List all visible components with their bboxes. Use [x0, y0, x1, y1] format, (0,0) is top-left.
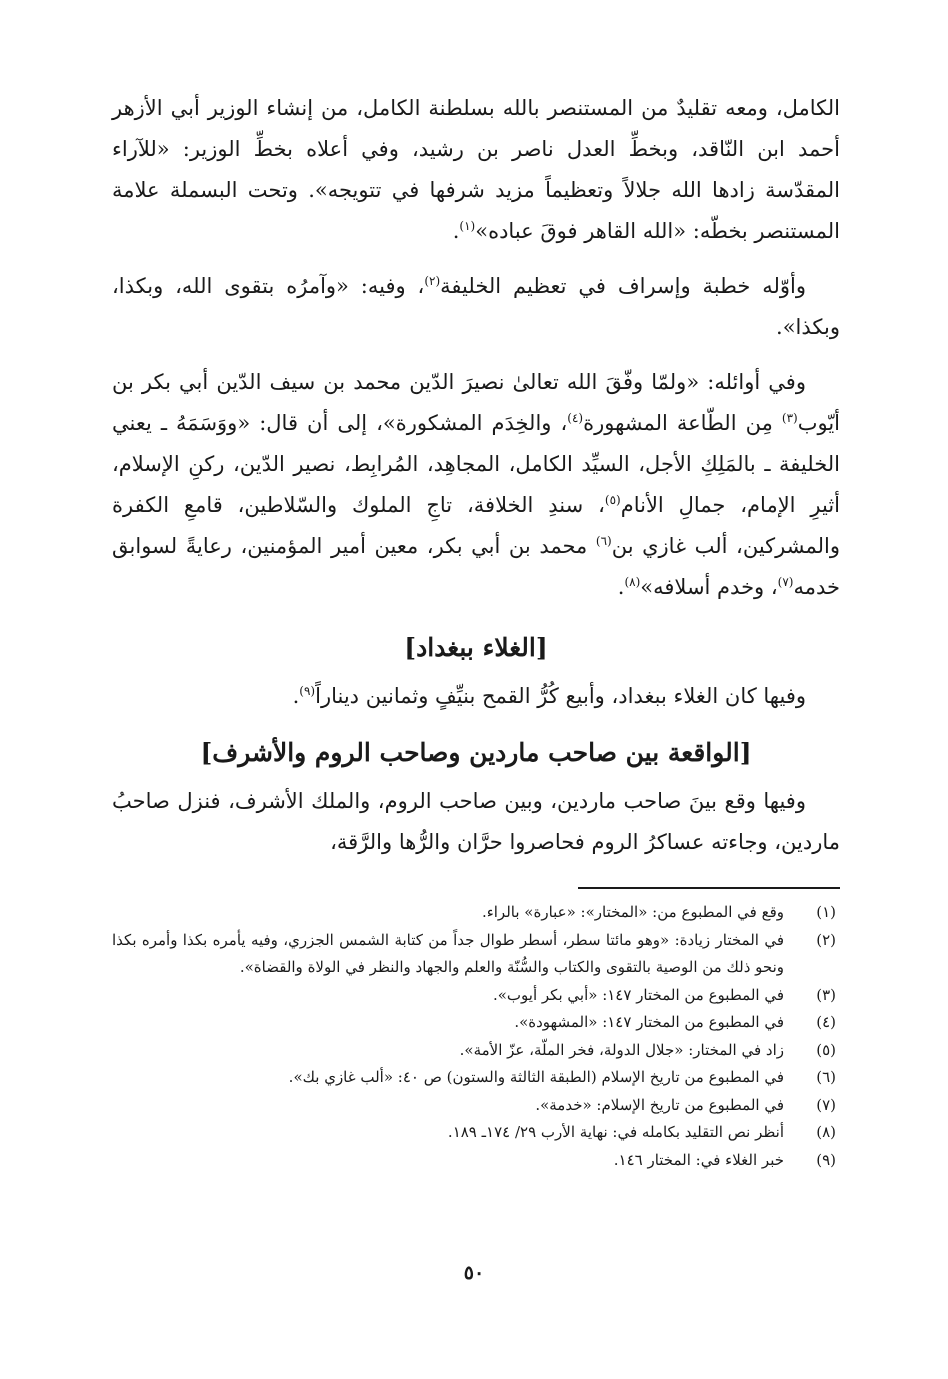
- footnote-number: (٩): [816, 1150, 836, 1169]
- footnote-number: (٢): [816, 930, 836, 949]
- paragraph-text: .: [292, 684, 300, 708]
- section-heading-famine: [الغلاء ببغداد]: [404, 633, 548, 662]
- footnote-text: في المطبوع من المختار ١٤٧: «المشهودة».: [514, 1013, 784, 1031]
- footnote-number: (٣): [816, 985, 836, 1004]
- paragraph-text: مِن الطّاعة المشهورة: [583, 411, 782, 435]
- paragraph-text: ، وفيه: «وآمرُه بتقوى الله، وبكذا، وبكذا».: [112, 274, 840, 339]
- paragraph-text: الكامل، ومعه تقليدٌ من المستنصر بالله بسلطنة الكامل، من إنشاء الوزير أبي الأزهر أحمد ابن النّاقد، وبخطِّ العدل ناصر بن رشيد، وفي أعلاه بخطِّ الوزير: «للآراء المقدّسة زادها الله جلالاً وتعظيماً مزيد شرفها في تتويجه». وتحت البسملة علامة المستنصر بخطّه: «الله القاهر فوقَ عباده»: [112, 96, 840, 243]
- page-number: ٥٠: [463, 1262, 485, 1284]
- footnote-text: في المطبوع من تاريخ الإسلام (الطبقة الثالثة والستون) ص ٤٠: «ألب غازي بك».: [288, 1068, 784, 1086]
- footnote-number: (٨): [816, 1123, 836, 1141]
- footnote-item: [112, 1037, 840, 1065]
- footnote-item: [112, 899, 840, 927]
- footnote-item: [112, 1147, 840, 1175]
- footnote-marker: (٣): [781, 411, 798, 425]
- footnote-number: (١): [816, 903, 836, 921]
- body-paragraph-5: وفيها وقع بينَ صاحب ماردين، وبين صاحب الروم، والملك الأشرف، فنزل صاحبُ ماردين، وجاءته عساكرُ الروم فحاصروا حرَّان والرُّها والرَّقة،: [112, 789, 840, 854]
- footnote-separator: [578, 887, 840, 889]
- footnote-number: (٤): [816, 1013, 836, 1031]
- footnote-item: [112, 982, 840, 1010]
- paragraph-text: محمد بن أبي بكر، معين أمير المؤمنين، رعايةً لسوابق خدمه: [112, 534, 840, 599]
- paragraph-text: وفي أوائله: «ولمّا وفّقَ الله تعالىٰ نصيرَ الدّين محمد بن سيف الدّين أبي بكر بن أيّوب: [112, 370, 841, 435]
- paragraph-text: وأوّله خطبة وإسراف في تعظيم الخليفة: [440, 274, 807, 298]
- footnote-text: في المطبوع من تاريخ الإسلام: «خدمة».: [535, 1095, 784, 1114]
- footnote-marker: (٥): [604, 493, 621, 507]
- paragraph-text: ، والخِدَم المشكورة»، إلى أن قال: «ووَسَمَهُ ـ يعني الخليفة ـ بالمَلِكِ الأجل، السيِّد الكامل، المجاهِد، المُرابِط، نصير الدّين، ركنِ الإسلام، أثيرِ الإمام، جمالِ الأنام: [112, 411, 840, 517]
- paragraph-text: ، سندِ الخلافة، تاجِ الملوك والسّلاطين، قامعِ الكفرة والمشركين، ألب غازي بن: [112, 493, 840, 558]
- paragraph-text: ، وخدم أسلافه»: [640, 575, 778, 599]
- footnotes-list: [112, 899, 840, 1174]
- footnote-number: (٥): [816, 1040, 836, 1059]
- footnote-text: وقع في المطبوع من: «المختار»: «عبارة» بالراء.: [481, 903, 784, 921]
- footnote-number: (٦): [816, 1068, 836, 1086]
- footnote-item: [112, 927, 840, 982]
- footnote-item: [112, 1119, 840, 1147]
- body-paragraph-3: [112, 362, 840, 608]
- footnote-marker: (٢): [424, 274, 441, 288]
- footnote-item: [112, 1092, 840, 1120]
- footnote-text: خبر الغلاء في: المختار ١٤٦.: [613, 1150, 784, 1169]
- section-heading-battle: [الواقعة بين صاحب ماردين وصاحب الروم والأشرف]: [200, 738, 752, 767]
- footnote-number: (٧): [816, 1095, 836, 1114]
- footnote-text: زاد في المختار: «جلال الدولة، فخر الملّة، عزّ الأمة».: [459, 1040, 784, 1059]
- footnote-item: [112, 1009, 840, 1037]
- footnote-marker: (٦): [595, 534, 612, 548]
- footnote-text: أنظر نص التقليد بكامله في: نهاية الأرب ٢٩/ ١٧٤ـ ١٨٩.: [447, 1123, 784, 1141]
- body-paragraph-1: [112, 88, 840, 252]
- footnote-marker: (١): [459, 219, 476, 233]
- footnote-marker: (٩): [299, 684, 316, 698]
- paragraph-text: وفيها كان الغلاء ببغداد، وأبيع كُرُّ القمح بنيِّفٍ وثمانين ديناراً: [315, 684, 806, 708]
- footnote-item: [112, 1064, 840, 1092]
- footnote-text: في المطبوع من المختار ١٤٧: «أبي بكر أيوب».: [492, 985, 784, 1004]
- page-content: [112, 88, 840, 1174]
- paragraph-text: .: [617, 575, 625, 599]
- footnote-marker: (٤): [567, 411, 584, 425]
- footnote-text: في المختار زيادة: «وهو مائتا سطر، أسطر طوال جداً من كتابة الشمس الجزري، وفيه يأمره بكذا وأمره بكذا ونحو ذلك من الوصية بالتقوى والكتاب والسُّنّة والعلم والجهاد والنظر في الولاة والقضاة».: [112, 930, 784, 976]
- paragraph-text: .: [452, 219, 460, 243]
- body-paragraph-2: [112, 266, 840, 348]
- footnote-marker: (٨): [624, 575, 641, 589]
- footnote-marker: (٧): [777, 575, 794, 589]
- body-paragraph-4: [112, 676, 840, 717]
